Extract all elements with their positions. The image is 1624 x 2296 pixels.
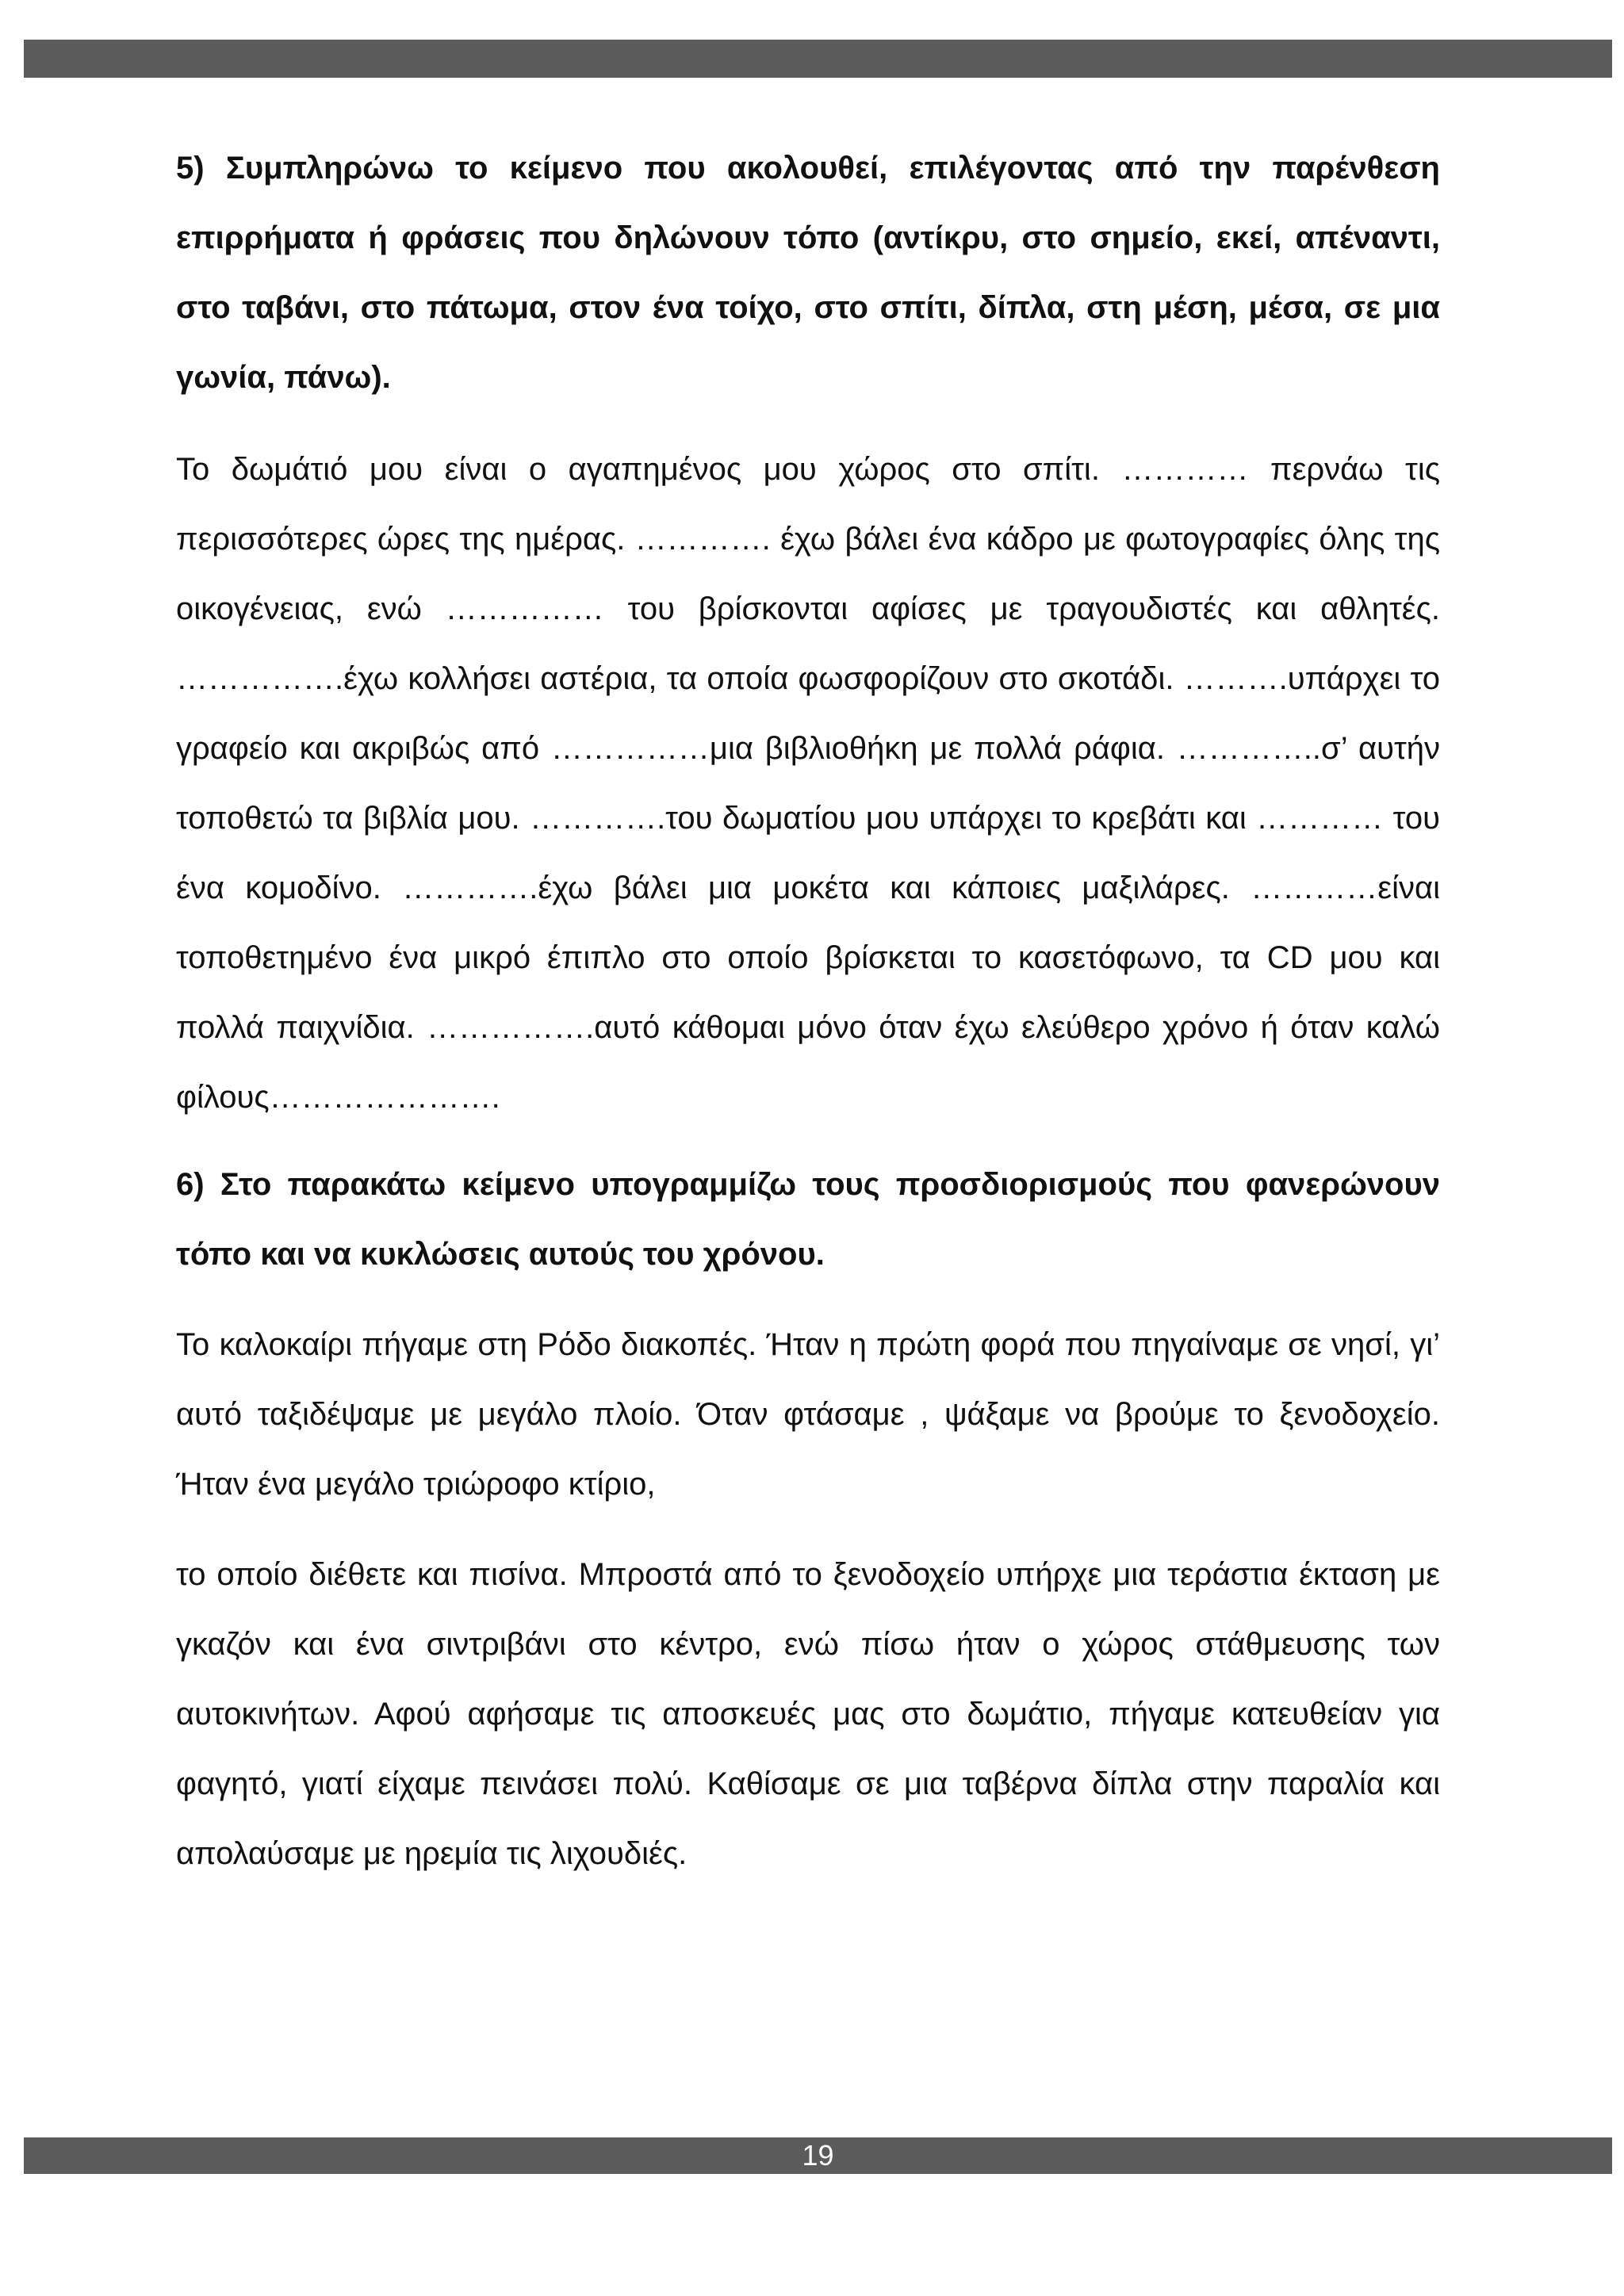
header-bar bbox=[24, 40, 1612, 78]
exercise-6-paragraph-2: το οποίο διέθετε και πισίνα. Μπροστά από το ξενοδοχείο υπήρχε μια τεράστια έκταση με γκαζόν και ένα σιντριβάνι στο κέντρο, ενώ πίσω ήταν ο χώρος στάθμευσης των αυτοκινήτων. Αφού αφήσαμε τις αποσκευές μας στο δωμάτιο, πήγαμε κατευθείαν για φαγητό, γιατί είχαμε πεινάσει πολύ. Καθίσαμε σε μια ταβέρνα δίπλα στην παραλία και απολαύσαμε με ηρεμία τις λιχουδιές. bbox=[176, 1557, 1440, 1871]
footer-bar bbox=[24, 2137, 1612, 2174]
page-content bbox=[176, 133, 1440, 1888]
exercise-5-text: Το δωμάτιό μου είναι ο αγαπημένος μου χώρος στο σπίτι. ………… περνάω τις περισσότερες ώρες της ημέρας. …………. έχω βάλει ένα κάδρο με φωτογραφίες όλης της οικογένειας, ενώ …………… του βρίσκονται αφίσες με τραγουδιστές και αθλητές. …………….έχω κολλήσει αστέρια, τα οποία φωσφορίζουν στο σκοτάδι. ……….υπάρχει το γραφείο και ακριβώς από ……………μια βιβλιοθήκη με πολλά ράφια. …………..σ’ αυτήν τοποθετώ τα βιβλία μου. ………….του δωματίου μου υπάρχει το κρεβάτι και ………… του ένα κομοδίνο. ………….έχω βάλει μια μοκέτα και κάποιες μαξιλάρες. …………είναι τοποθετημένο ένα μικρό έπιπλο στο οποίο βρίσκεται το κασετόφωνο, τα CD μου και πολλά παιχνίδια. …………….αυτό κάθομαι μόνο όταν έχω ελεύθερο χρόνο ή όταν καλώ φίλους…………………. bbox=[176, 452, 1440, 1115]
exercise-6-paragraph-1: Το καλοκαίρι πήγαμε στη Ρόδο διακοπές. Ήταν η πρώτη φορά που πηγαίναμε σε νησί, γι’ αυτό ταξιδέψαμε με μεγάλο πλοίο. Όταν φτάσαμε , ψάξαμε να βρούμε το ξενοδοχείο. Ήταν ένα μεγάλο τριώροφο κτίριο, bbox=[176, 1327, 1440, 1502]
page-number: 19 bbox=[802, 2139, 834, 2172]
exercise-6-title: 6) Στο παρακάτω κείμενο υπογραμμίζω τους προσδιορισμούς που φανερώνουν τόπο και να κυκλώσεις αυτούς του χρόνου. bbox=[176, 1167, 1440, 1272]
exercise-5-title: 5) Συμπληρώνω το κείμενο που ακολουθεί, επιλέγοντας από την παρένθεση επιρρήματα ή φράσεις που δηλώνουν τόπο (αντίκρυ, στο σημείο, εκεί, απέναντι, στο ταβάνι, στο πάτωμα, στον ένα τοίχο, στο σπίτι, δίπλα, στη μέση, μέσα, σε μια γωνία, πάνω). bbox=[176, 151, 1440, 395]
